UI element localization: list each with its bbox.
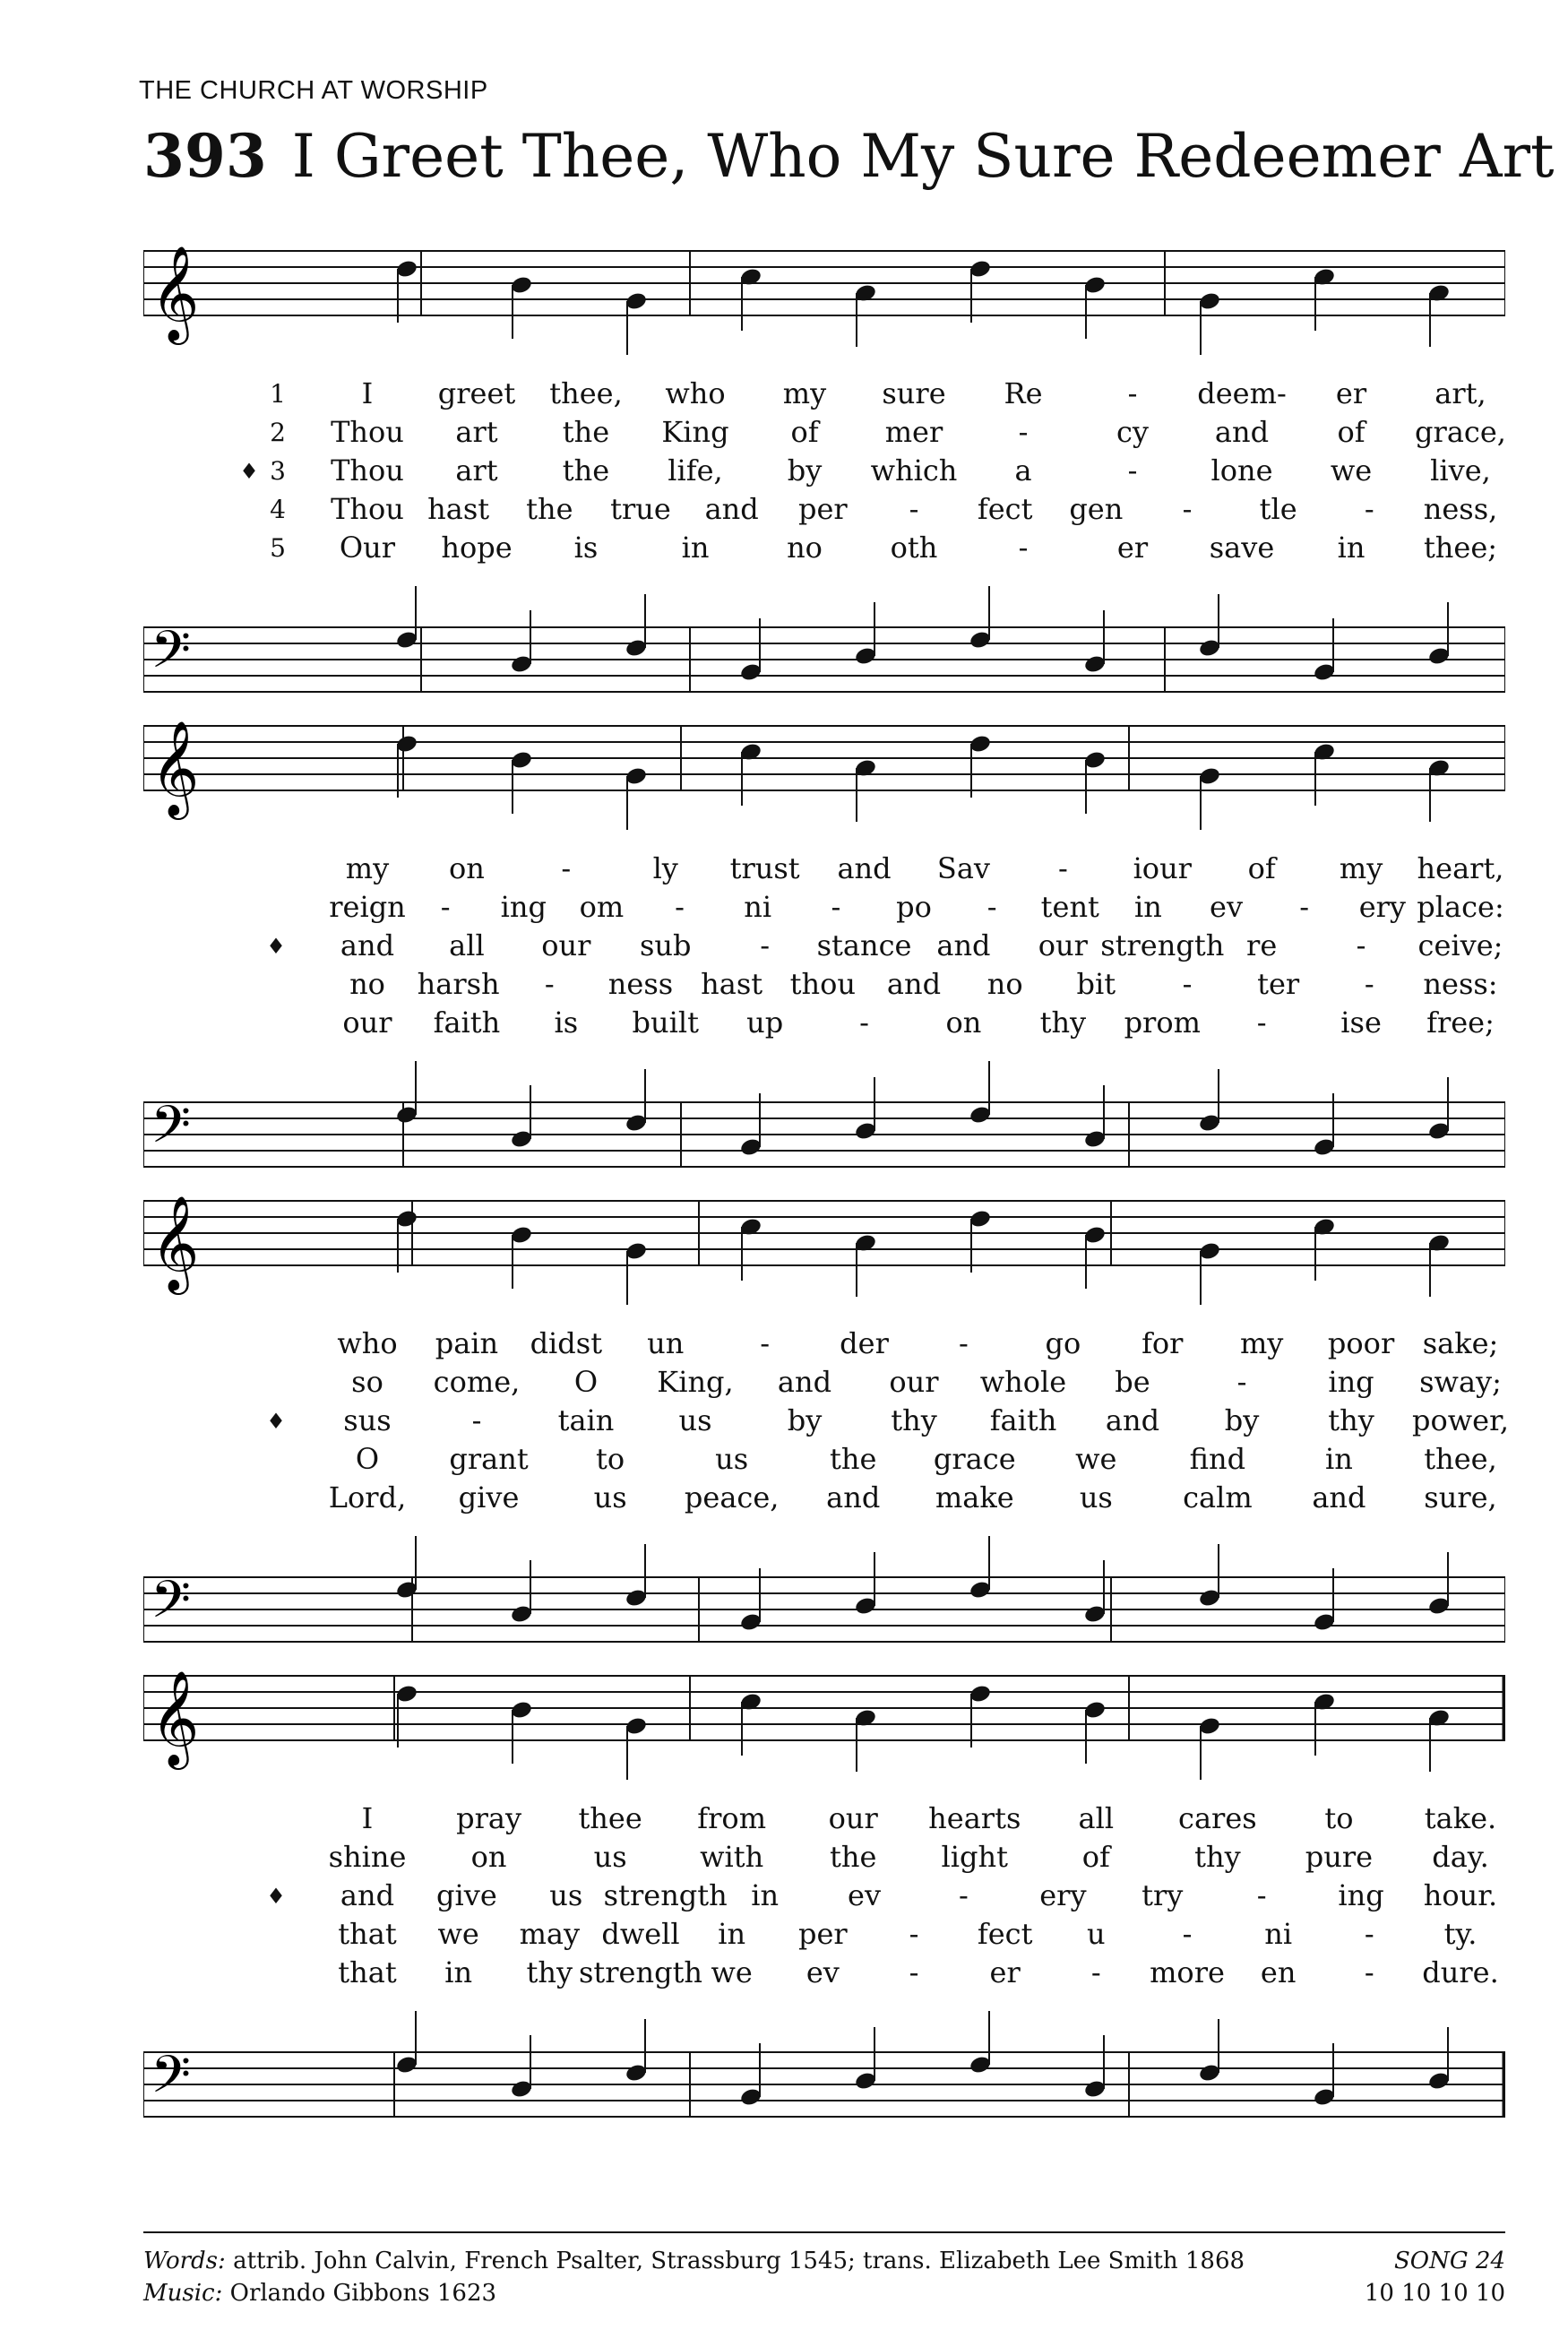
lyric-syllable: who xyxy=(665,376,726,410)
lyric-syllable: and xyxy=(1312,1480,1366,1514)
hyphen: - xyxy=(471,1403,482,1437)
hyphen: - xyxy=(1364,967,1374,1001)
lyric-syllable: strength xyxy=(603,1878,728,1912)
verse-marker: ♦ xyxy=(266,1884,286,1909)
lyric-syllable: I xyxy=(361,376,374,410)
lyric-syllable: pray xyxy=(456,1801,522,1835)
lyric-syllable: ev xyxy=(1210,890,1244,924)
lyric-syllable: on xyxy=(448,851,485,885)
tune-name: SONG 24 xyxy=(1394,2248,1505,2274)
hyphen: - xyxy=(1364,1955,1374,1989)
lyric-syllable: peace, xyxy=(684,1480,780,1514)
lyric-syllable: hast xyxy=(427,492,490,526)
treble-clef: 𝄞 xyxy=(151,245,200,341)
lyric-syllable: thee xyxy=(578,1801,642,1835)
lyric-syllable: fect xyxy=(977,1917,1033,1951)
lyric-syllable: true xyxy=(610,492,671,526)
lyric-syllable: and xyxy=(837,851,892,885)
lyric-syllable: ness xyxy=(607,967,674,1001)
lyric-syllable: shine xyxy=(328,1840,407,1874)
lyric-syllable: reign xyxy=(329,890,406,924)
hyphen: - xyxy=(1018,531,1029,565)
lyric-syllable: free; xyxy=(1426,1005,1495,1040)
lyric-line xyxy=(143,1403,1510,1441)
lyric-syllable: and xyxy=(886,967,942,1001)
treble-clef: 𝄞 xyxy=(151,1195,200,1290)
lyric-syllable: find xyxy=(1189,1442,1246,1476)
footer-rule xyxy=(143,2231,1505,2233)
lyric-syllable: stance xyxy=(816,928,912,962)
lyric-syllable: tle xyxy=(1259,492,1297,526)
lyric-syllable: u xyxy=(1087,1917,1106,1951)
lyric-syllable: and xyxy=(826,1480,881,1514)
lyric-syllable: in xyxy=(444,1955,473,1989)
treble-clef: 𝄞 xyxy=(151,720,200,816)
lyric-syllable: pure xyxy=(1305,1840,1374,1874)
lyric-syllable: who xyxy=(337,1326,398,1360)
lyric-syllable: us xyxy=(678,1403,712,1437)
lyric-syllable: us xyxy=(1079,1480,1113,1514)
lyric-line xyxy=(143,376,1505,414)
lyric-syllable: thy xyxy=(1039,1005,1087,1040)
lyric-syllable: that xyxy=(338,1955,397,1989)
lyric-syllable: ness, xyxy=(1423,492,1498,526)
lyric-syllable: Lord, xyxy=(328,1480,407,1514)
lyric-syllable: and xyxy=(936,928,991,962)
lyric-syllable: give xyxy=(458,1480,520,1514)
lyric-syllable: try xyxy=(1142,1878,1184,1912)
lyric-line xyxy=(143,1955,1505,1993)
verse-marker: ♦ xyxy=(266,934,286,959)
words-credit xyxy=(143,2245,1245,2277)
lyric-syllable: mer xyxy=(884,415,943,449)
treble-staff xyxy=(143,251,1505,315)
hyphen: - xyxy=(909,1955,919,1989)
lyric-syllable: dure. xyxy=(1422,1955,1499,1989)
lyric-syllable: grant xyxy=(449,1442,529,1476)
lyric-syllable: hope xyxy=(441,531,513,565)
bass-staff xyxy=(143,2052,1505,2117)
lyric-syllable: in xyxy=(1325,1442,1353,1476)
hyphen: - xyxy=(675,890,685,924)
lyric-syllable: the xyxy=(562,453,610,488)
lyric-syllable: our xyxy=(342,1005,392,1040)
lyric-line xyxy=(143,415,1505,453)
lyric-syllable: on xyxy=(470,1840,507,1874)
lyric-syllable: ing xyxy=(1328,1365,1374,1399)
lyric-syllable: thee, xyxy=(1424,1442,1497,1476)
lyric-syllable: my xyxy=(782,376,827,410)
treble-staff xyxy=(143,726,1505,790)
lyric-syllable: and xyxy=(340,928,395,962)
verse-marker: ♦ xyxy=(239,459,259,484)
lyric-syllable: in xyxy=(751,1878,780,1912)
lyric-syllable: more xyxy=(1150,1955,1225,1989)
hyphen: - xyxy=(440,890,451,924)
lyric-syllable: for xyxy=(1142,1326,1184,1360)
lyric-syllable: art xyxy=(455,453,498,488)
hyphen: - xyxy=(1256,1878,1267,1912)
lyric-syllable: ing xyxy=(500,890,547,924)
bass-staff xyxy=(143,627,1505,692)
hyphen: - xyxy=(760,1326,771,1360)
lyric-syllable: of xyxy=(1081,1840,1110,1874)
lyric-syllable: built xyxy=(632,1005,699,1040)
hyphen: - xyxy=(1090,1955,1101,1989)
music-text: Orlando Gibbons 1623 xyxy=(229,2280,497,2307)
lyric-syllable: grace xyxy=(933,1442,1016,1476)
lyric-syllable: life, xyxy=(668,453,723,488)
hyphen: - xyxy=(1236,1365,1247,1399)
lyric-syllable: which xyxy=(870,453,958,488)
hyphen: - xyxy=(859,1005,869,1040)
lyric-syllable: and xyxy=(704,492,759,526)
music-credit xyxy=(143,2277,1245,2309)
lyric-syllable: no xyxy=(986,967,1023,1001)
lyric-syllable: bit xyxy=(1076,967,1116,1001)
lyric-syllable: our xyxy=(828,1801,878,1835)
lyric-syllable: grace, xyxy=(1415,415,1506,449)
lyric-syllable: and xyxy=(1105,1403,1160,1437)
treble-clef: 𝄞 xyxy=(151,1670,200,1765)
lyric-syllable: we xyxy=(1075,1442,1117,1476)
lyric-syllable: sure, xyxy=(1424,1480,1497,1514)
hyphen: - xyxy=(1364,492,1374,526)
lyric-syllable: we xyxy=(1330,453,1373,488)
lyric-syllable: fect xyxy=(977,492,1033,526)
lyric-line xyxy=(143,967,1505,1005)
lyric-syllable: greet xyxy=(437,376,516,410)
hyphen: - xyxy=(959,1326,969,1360)
lyric-syllable: us xyxy=(593,1480,627,1514)
lyric-syllable: all xyxy=(1078,1801,1115,1835)
lyric-syllable: ery xyxy=(1039,1878,1087,1912)
lyric-line xyxy=(143,890,1505,928)
lyric-syllable: der xyxy=(840,1326,889,1360)
lyric-syllable: no xyxy=(787,531,823,565)
lyric-syllable: us xyxy=(593,1840,627,1874)
lyric-syllable: ery xyxy=(1358,890,1406,924)
lyric-syllable: faith xyxy=(989,1403,1057,1437)
lyric-syllable: Sav xyxy=(936,851,990,885)
lyric-syllable: sus xyxy=(343,1403,392,1437)
lyric-line xyxy=(143,453,1505,491)
lyric-syllable: er xyxy=(1116,531,1149,565)
lyric-syllable: by xyxy=(787,1403,823,1437)
lyric-syllable: I xyxy=(361,1801,374,1835)
lyric-syllable: may xyxy=(519,1917,581,1951)
lyric-syllable: didst xyxy=(530,1326,603,1360)
lyric-syllable: un xyxy=(647,1326,685,1360)
lyric-syllable: thy xyxy=(526,1955,573,1989)
lyric-syllable: tent xyxy=(1040,890,1099,924)
lyric-syllable: and xyxy=(1214,415,1270,449)
lyric-syllable: Thou xyxy=(331,492,404,526)
lyric-syllable: er xyxy=(989,1955,1021,1989)
lyric-syllable: re xyxy=(1246,928,1278,962)
hyphen: - xyxy=(544,967,555,1001)
lyric-syllable: by xyxy=(787,453,823,488)
lyric-syllable: thee; xyxy=(1423,531,1498,565)
lyric-syllable: ty. xyxy=(1443,1917,1478,1951)
lyric-syllable: save xyxy=(1209,531,1275,565)
lyric-syllable: is xyxy=(573,531,599,565)
hyphen: - xyxy=(1182,967,1193,1001)
lyric-syllable: trust xyxy=(729,851,800,885)
verse-number: 5 xyxy=(270,533,286,563)
lyric-syllable: and xyxy=(340,1878,395,1912)
lyric-syllable: ise xyxy=(1340,1005,1382,1040)
tune-meter: 10 10 10 10 xyxy=(1364,2280,1505,2307)
lyric-syllable: om xyxy=(579,890,625,924)
lyric-syllable: art xyxy=(455,415,498,449)
hyphen: - xyxy=(831,890,841,924)
bass-staff xyxy=(143,1102,1505,1167)
lyric-syllable: the xyxy=(526,492,573,526)
hyphen: - xyxy=(909,492,919,526)
lyric-syllable: hearts xyxy=(928,1801,1021,1835)
lyric-syllable: ly xyxy=(652,851,678,885)
lyric-syllable: ter xyxy=(1257,967,1300,1001)
lyric-line xyxy=(143,1365,1505,1402)
lyric-syllable: heart, xyxy=(1417,851,1504,885)
bass-clef: 𝄢 xyxy=(151,1094,192,1168)
lyric-syllable: deem- xyxy=(1197,376,1287,410)
lyric-syllable: thy xyxy=(891,1403,937,1437)
hyphen: - xyxy=(1299,890,1310,924)
bass-clef: 𝄢 xyxy=(151,619,192,693)
lyric-syllable: ev xyxy=(848,1878,882,1912)
lyric-syllable: us xyxy=(715,1442,749,1476)
lyric-syllable: dwell xyxy=(601,1917,680,1951)
lyric-syllable: give xyxy=(436,1878,497,1912)
lyric-syllable: gen xyxy=(1069,492,1124,526)
lyric-syllable: on xyxy=(945,1005,982,1040)
lyric-syllable: Re xyxy=(1004,376,1043,410)
lyric-line xyxy=(143,1878,1505,1916)
bass-clef: 𝄢 xyxy=(151,1569,192,1643)
lyric-syllable: so xyxy=(351,1365,383,1399)
music-system xyxy=(143,1667,1505,2133)
tune-info xyxy=(1365,2245,1505,2309)
lyric-syllable: to xyxy=(1324,1801,1354,1835)
lyric-syllable: thou xyxy=(789,967,856,1001)
lyric-syllable: ness: xyxy=(1423,967,1498,1001)
lyric-syllable: ing xyxy=(1338,1878,1384,1912)
lyric-syllable: in xyxy=(681,531,710,565)
lyric-syllable: up xyxy=(746,1005,784,1040)
lyric-syllable: sway; xyxy=(1419,1365,1502,1399)
music-system xyxy=(143,242,1505,708)
lyric-syllable: sub xyxy=(639,928,692,962)
lyric-syllable: we xyxy=(711,1955,753,1989)
lyric-syllable: in xyxy=(718,1917,746,1951)
lyric-syllable: and xyxy=(777,1365,832,1399)
hyphen: - xyxy=(1127,453,1138,488)
lyric-syllable: Our xyxy=(339,531,396,565)
lyric-syllable: iour xyxy=(1133,851,1192,885)
lyric-line xyxy=(143,1801,1505,1839)
lyric-line xyxy=(143,531,1505,568)
lyric-syllable: power, xyxy=(1411,1403,1510,1437)
lyric-line xyxy=(143,1442,1505,1480)
lyric-syllable: prom xyxy=(1124,1005,1201,1040)
lyric-syllable: en xyxy=(1260,1955,1297,1989)
lyric-syllable: day. xyxy=(1432,1840,1489,1874)
section-header: THE CHURCH AT WORSHIP xyxy=(139,76,488,105)
credits xyxy=(143,2245,1245,2309)
lyric-syllable: us xyxy=(549,1878,583,1912)
words-text: attrib. John Calvin, French Psalter, Strassburg 1545; trans. Elizabeth Lee Smith 1868 xyxy=(233,2248,1245,2274)
lyric-syllable: light xyxy=(941,1840,1008,1874)
lyric-syllable: of xyxy=(1247,851,1276,885)
lyric-line xyxy=(143,928,1505,966)
lyric-syllable: strength xyxy=(578,1955,703,1989)
hyphen: - xyxy=(909,1917,919,1951)
verse-number: 2 xyxy=(270,418,286,447)
lyric-syllable: thee, xyxy=(549,376,623,410)
lyric-syllable: cy xyxy=(1116,415,1149,449)
lyric-syllable: of xyxy=(1337,415,1366,449)
hyphen: - xyxy=(959,1878,969,1912)
lyric-syllable: faith xyxy=(433,1005,501,1040)
hyphen: - xyxy=(986,890,997,924)
lyric-syllable: take. xyxy=(1424,1801,1497,1835)
bass-clef: 𝄢 xyxy=(151,2044,192,2118)
lyric-syllable: harsh xyxy=(417,967,500,1001)
lyric-syllable: King xyxy=(661,415,729,449)
lyric-syllable: Thou xyxy=(331,453,404,488)
lyric-syllable: of xyxy=(790,415,819,449)
lyric-syllable: be xyxy=(1115,1365,1150,1399)
hyphen: - xyxy=(1057,851,1068,885)
lyric-line xyxy=(143,492,1505,530)
treble-staff xyxy=(143,1676,1505,1740)
lyric-syllable: oth xyxy=(890,531,938,565)
lyric-syllable: sure xyxy=(882,376,946,410)
lyric-syllable: in xyxy=(1337,531,1366,565)
lyric-line xyxy=(143,851,1505,889)
lyric-syllable: thy xyxy=(1194,1840,1241,1874)
lyric-syllable: my xyxy=(345,851,390,885)
hyphen: - xyxy=(1356,928,1366,962)
lyric-syllable: with xyxy=(700,1840,764,1874)
lyric-syllable: ni xyxy=(744,890,772,924)
lyric-syllable: tain xyxy=(557,1403,615,1437)
music-system xyxy=(143,1192,1510,1658)
lyric-line xyxy=(143,1917,1505,1955)
lyric-syllable: from xyxy=(697,1801,767,1835)
lyric-syllable: all xyxy=(449,928,485,962)
lyric-syllable: strength xyxy=(1100,928,1225,962)
lyric-syllable: by xyxy=(1224,1403,1260,1437)
lyric-syllable: our xyxy=(541,928,591,962)
lyric-syllable: art, xyxy=(1434,376,1486,410)
lyric-syllable: no xyxy=(349,967,385,1001)
hyphen: - xyxy=(1256,1005,1267,1040)
lyric-syllable: a xyxy=(1014,453,1032,488)
music-label: Music: xyxy=(143,2280,223,2307)
bass-staff xyxy=(143,1577,1505,1642)
words-label: Words: xyxy=(143,2248,226,2274)
lyric-line xyxy=(143,1326,1505,1364)
lyric-syllable: Thou xyxy=(331,415,404,449)
lyric-syllable: er xyxy=(1335,376,1367,410)
lyric-syllable: make xyxy=(935,1480,1014,1514)
hymn-heading xyxy=(143,121,1555,191)
music-system xyxy=(143,717,1505,1183)
lyric-syllable: pain xyxy=(435,1326,499,1360)
treble-staff xyxy=(143,1201,1505,1265)
lyric-syllable: lone xyxy=(1210,453,1273,488)
lyric-syllable: per xyxy=(797,492,848,526)
hymn-number: 393 xyxy=(143,121,267,191)
lyric-line xyxy=(143,1005,1505,1043)
verse-number: 3 xyxy=(270,456,286,486)
lyric-syllable: per xyxy=(797,1917,848,1951)
hyphen: - xyxy=(561,851,572,885)
lyric-syllable: King, xyxy=(657,1365,734,1399)
hyphen: - xyxy=(1364,1917,1374,1951)
lyric-syllable: to xyxy=(596,1442,625,1476)
lyric-syllable: O xyxy=(573,1365,599,1399)
verse-number: 1 xyxy=(270,379,286,409)
lyric-syllable: cares xyxy=(1178,1801,1257,1835)
hymn-title: I Greet Thee, Who My Sure Redeemer Art xyxy=(291,122,1555,191)
lyric-line xyxy=(143,1840,1505,1877)
hyphen: - xyxy=(1127,376,1138,410)
lyric-line xyxy=(143,1480,1505,1518)
lyric-syllable: come, xyxy=(433,1365,521,1399)
lyric-syllable: my xyxy=(1239,1326,1284,1360)
lyric-syllable: O xyxy=(355,1442,380,1476)
hyphen: - xyxy=(1018,415,1029,449)
lyric-syllable: thy xyxy=(1328,1403,1374,1437)
lyric-syllable: in xyxy=(1134,890,1162,924)
lyric-syllable: go xyxy=(1045,1326,1081,1360)
lyric-syllable: whole xyxy=(979,1365,1067,1399)
lyric-syllable: my xyxy=(1339,851,1383,885)
verse-marker: ♦ xyxy=(266,1409,286,1434)
verse-number: 4 xyxy=(270,495,286,524)
lyric-syllable: the xyxy=(562,415,610,449)
lyric-syllable: our xyxy=(1038,928,1088,962)
lyric-syllable: the xyxy=(830,1442,877,1476)
lyric-syllable: our xyxy=(889,1365,939,1399)
lyric-syllable: place: xyxy=(1417,890,1504,924)
lyric-syllable: we xyxy=(437,1917,479,1951)
lyric-syllable: calm xyxy=(1183,1480,1253,1514)
lyric-syllable: that xyxy=(338,1917,397,1951)
hyphen: - xyxy=(1182,1917,1193,1951)
lyric-syllable: live, xyxy=(1430,453,1491,488)
lyric-syllable: sake; xyxy=(1422,1326,1499,1360)
lyric-syllable: hour. xyxy=(1423,1878,1498,1912)
lyric-syllable: ni xyxy=(1264,1917,1293,1951)
hyphen: - xyxy=(760,928,771,962)
lyric-syllable: po xyxy=(896,890,932,924)
lyric-syllable: ev xyxy=(806,1955,840,1989)
lyric-syllable: hast xyxy=(701,967,763,1001)
lyric-syllable: the xyxy=(830,1840,877,1874)
lyric-syllable: ceive; xyxy=(1417,928,1503,962)
lyric-syllable: is xyxy=(554,1005,579,1040)
lyric-syllable: poor xyxy=(1327,1326,1395,1360)
hyphen: - xyxy=(1182,492,1193,526)
